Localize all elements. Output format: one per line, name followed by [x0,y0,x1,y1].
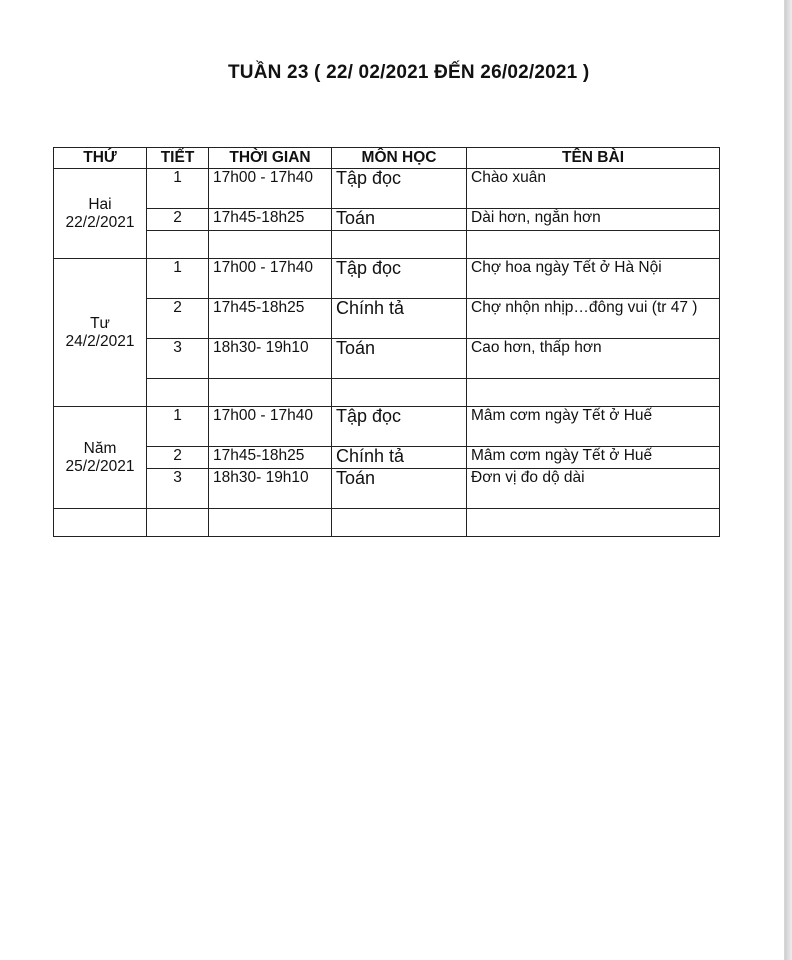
period-cell: 2 [147,447,209,469]
subject-cell: Chính tả [332,299,467,339]
header-time: THỜI GIAN [209,148,332,169]
blank-cell [332,231,467,259]
table-row [54,259,720,299]
day-name: Năm [83,439,117,457]
subject-cell: Toán [332,339,467,379]
lesson-cell: Chợ hoa ngày Tết ở Hà Nội [467,259,720,299]
blank-row [54,231,720,259]
table-row [54,339,720,379]
subject-cell: Toán [332,209,467,231]
page-title: TUẦN 23 ( 22/ 02/2021 ĐẾN 26/02/2021 ) [228,62,590,83]
blank-row [54,379,720,407]
period-cell: 2 [147,299,209,339]
day-cell [54,169,147,259]
time-cell: 17h45-18h25 [209,299,332,339]
header-period: TIẾT [147,148,209,169]
blank-cell [147,379,209,407]
header-row [54,148,720,169]
header-day: THỨ [54,148,147,169]
day-name: Tư [90,314,110,332]
period-cell: 2 [147,209,209,231]
blank-cell [209,379,332,407]
table-row [54,407,720,447]
day-cell [54,407,147,509]
table-row [54,447,720,469]
subject-cell: Tập đọc [332,407,467,447]
lesson-cell: Mâm cơm ngày Tết ở Huế [467,407,720,447]
subject-cell: Tập đọc [332,169,467,209]
blank-cell [467,509,720,537]
period-cell: 1 [147,169,209,209]
table-row [54,169,720,209]
time-cell: 17h45-18h25 [209,447,332,469]
header-lesson: TÊN BÀI [467,148,720,169]
period-cell: 3 [147,469,209,509]
blank-cell [467,231,720,259]
blank-cell [332,379,467,407]
lesson-cell: Cao hơn, thấp hơn [467,339,720,379]
page-edge-shadow [785,0,792,960]
blank-row [54,509,720,537]
time-cell: 17h00 - 17h40 [209,169,332,209]
time-cell: 18h30- 19h10 [209,469,332,509]
day-cell [54,259,147,407]
blank-cell [147,509,209,537]
day-date: 24/2/2021 [65,332,135,350]
lesson-cell: Chợ nhộn nhịp…đông vui (tr 47 ) [467,299,720,339]
blank-cell [54,509,147,537]
time-cell: 18h30- 19h10 [209,339,332,379]
time-cell: 17h00 - 17h40 [209,259,332,299]
day-date: 25/2/2021 [65,457,135,475]
table-row [54,469,720,509]
blank-cell [209,509,332,537]
lesson-cell: Chào xuân [467,169,720,209]
lesson-cell: Dài hơn, ngắn hơn [467,209,720,231]
blank-cell [147,231,209,259]
table-row [54,209,720,231]
lesson-cell: Đơn vị đo dộ dài [467,469,720,509]
blank-cell [332,509,467,537]
subject-cell: Tập đọc [332,259,467,299]
subject-cell: Toán [332,469,467,509]
day-name: Hai [88,195,112,213]
header-subject: MÔN HỌC [332,148,467,169]
blank-cell [467,379,720,407]
period-cell: 3 [147,339,209,379]
period-cell: 1 [147,259,209,299]
time-cell: 17h00 - 17h40 [209,407,332,447]
blank-cell [209,231,332,259]
period-cell: 1 [147,407,209,447]
subject-cell: Chính tả [332,447,467,469]
schedule-table [53,147,720,537]
day-date: 22/2/2021 [65,213,135,231]
table-row [54,299,720,339]
lesson-cell: Mâm cơm ngày Tết ở Huế [467,447,720,469]
time-cell: 17h45-18h25 [209,209,332,231]
